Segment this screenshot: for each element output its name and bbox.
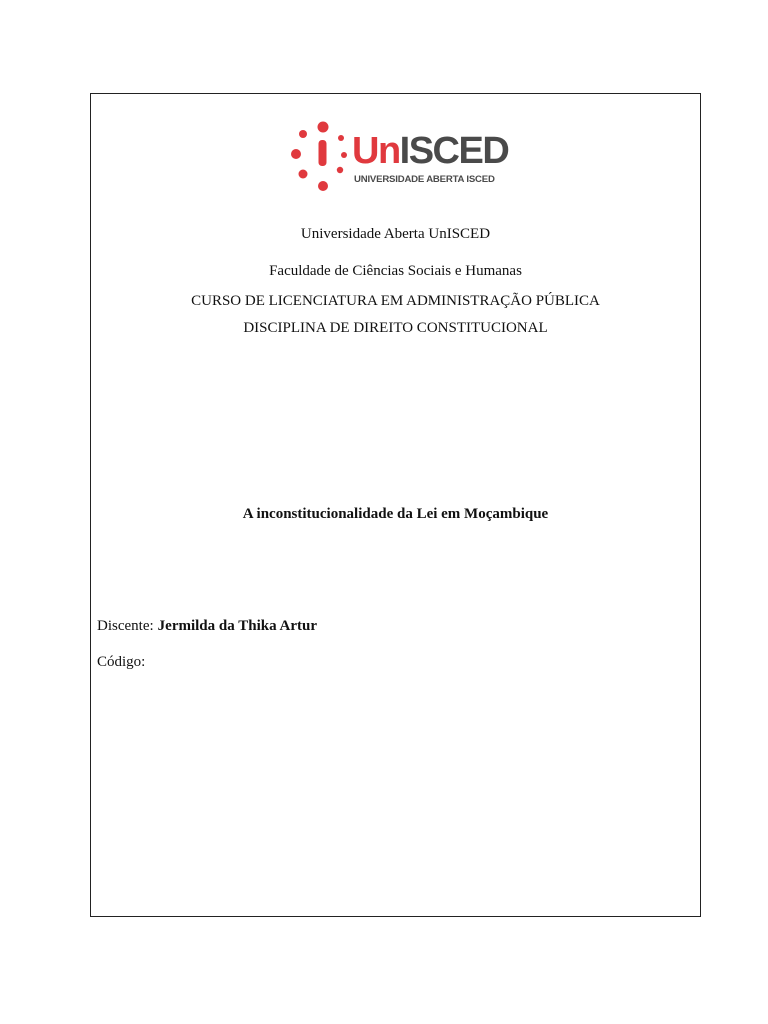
cover-page-frame [90, 93, 701, 917]
unisced-logo [289, 118, 509, 194]
course-name: CURSO DE LICENCIATURA EM ADMINISTRAÇÃO PÚBLICA [191, 293, 600, 309]
student-name: Jermilda da Thika Artur [157, 618, 317, 634]
student-row [97, 617, 317, 635]
code-row [97, 653, 149, 671]
university-name: Universidade Aberta UnISCED [300, 226, 491, 242]
logo-wordmark-un: Un [352, 130, 400, 172]
logo-tagline: UNIVERSIDADE ABERTA ISCED [354, 174, 495, 185]
unisced-dots-icon [289, 118, 351, 194]
student-label: Discente: [97, 618, 154, 634]
document-title: A inconstitucionalidade da Lei em Moçambique [242, 506, 549, 522]
faculty-name: Faculdade de Ciências Sociais e Humanas [269, 263, 522, 279]
code-label: Código: [97, 654, 146, 670]
discipline-name: DISCIPLINA DE DIREITO CONSTITUCIONAL [243, 320, 548, 336]
logo-wordmark-isced: ISCED [399, 130, 509, 172]
logo-wordmark [352, 131, 508, 171]
